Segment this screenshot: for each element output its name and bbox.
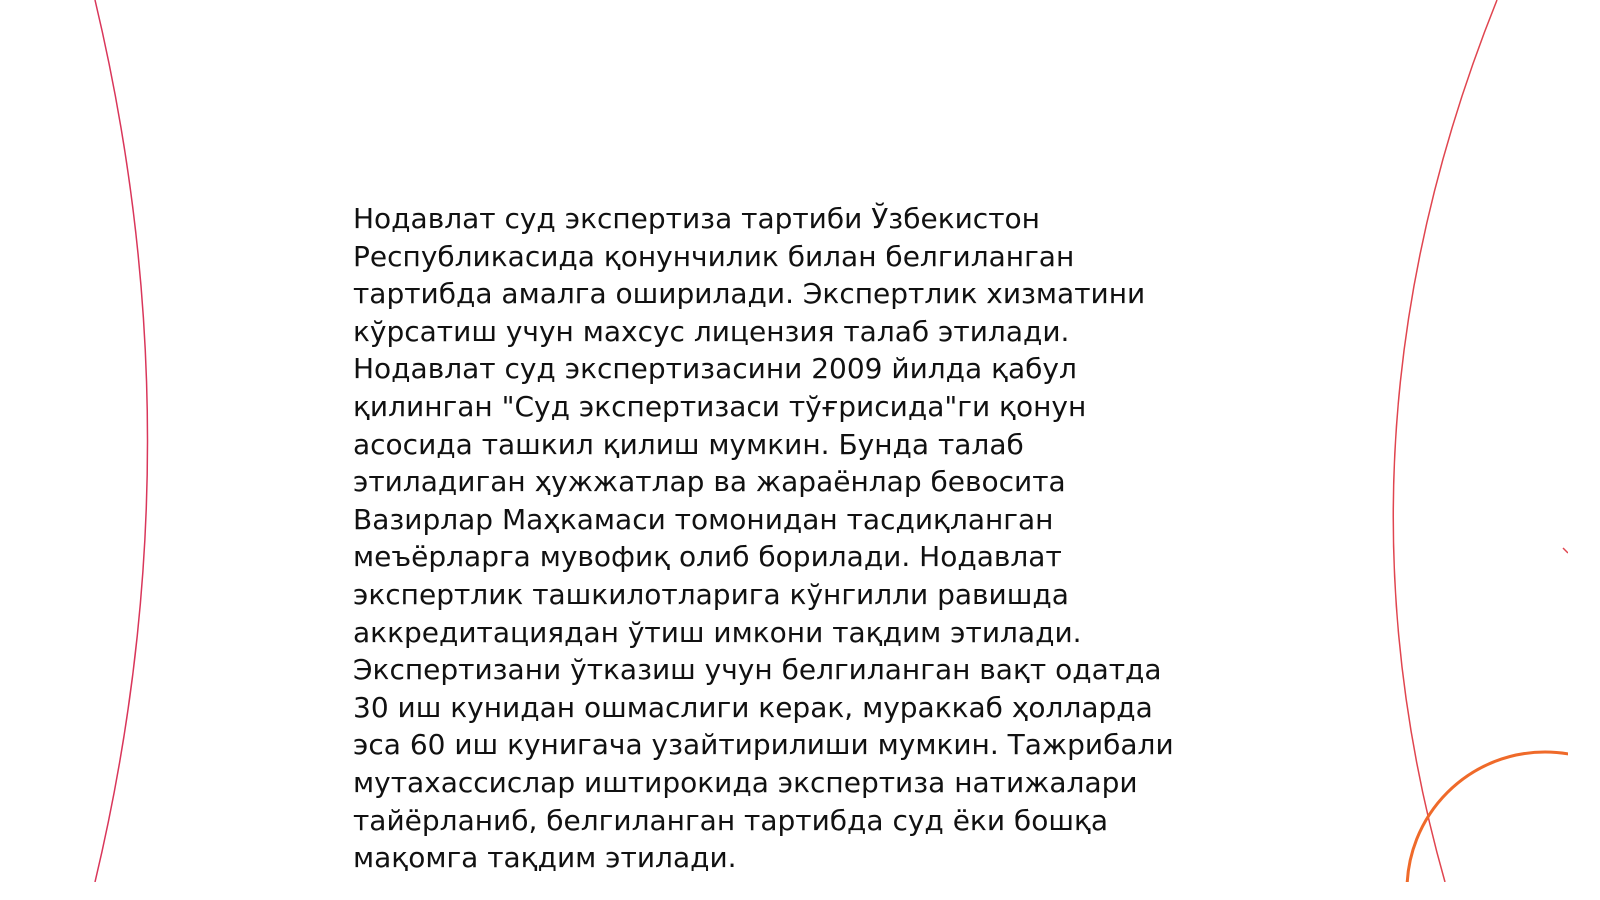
paragraph-line: тайёрланиб, белгиланган тартибда суд ёки бошқа <box>353 803 1109 837</box>
paragraph-line: кўрсатиш учун махсус лицензия талаб этилади. <box>353 314 1070 348</box>
paragraph-line: қилинган "Суд экспертизаси тўғрисида"ги қонун <box>353 389 1087 423</box>
right-arc-decoration <box>1393 0 1497 882</box>
orange-circle-decoration <box>1407 752 1568 882</box>
paragraph-line: 30 иш кунидан ошмаслиги керак, мураккаб ҳолларда <box>353 690 1153 724</box>
body-paragraph <box>353 200 1213 877</box>
paragraph-line: Нодавлат суд экспертиза тартиби Ўзбекистон <box>353 202 1040 235</box>
paragraph-line: асосида ташкил қилиш мумкин. Бунда талаб <box>353 427 1024 461</box>
paragraph-line: экспертлик ташкилотларига кўнгилли равишда <box>353 577 1069 611</box>
left-arc-decoration <box>95 0 148 882</box>
paragraph-line: этиладиган ҳужжатлар ва жараёнлар бевосита <box>353 465 1066 499</box>
paragraph-line: эса 60 иш кунигача узайтирилиши мумкин. Тажрибали <box>353 728 1174 762</box>
paragraph-line: мутахассислар иштирокида экспертиза натижалари <box>353 765 1138 799</box>
right-edge-mark <box>1563 548 1568 553</box>
paragraph-line: мақомга тақдим этилади. <box>353 841 737 875</box>
paragraph-line: Вазирлар Маҳкамаси томонидан тасдиқланган <box>353 502 1054 536</box>
paragraph-line: Экспертизани ўтказиш учун белгиланган вақт одатда <box>353 653 1162 687</box>
paragraph-line: меъёрларга мувофиқ олиб борилади. Нодавлат <box>353 540 1062 574</box>
paragraph-line: аккредитациядан ўтиш имкони тақдим этилади. <box>353 615 1082 649</box>
paragraph-line: тартибда амалга оширилади. Экспертлик хизматини <box>353 277 1146 311</box>
paragraph-line: Республикасида қонунчилик билан белгиланган <box>353 239 1075 273</box>
paragraph-line: Нодавлат суд экспертизасини 2009 йилда қабул <box>353 352 1077 386</box>
